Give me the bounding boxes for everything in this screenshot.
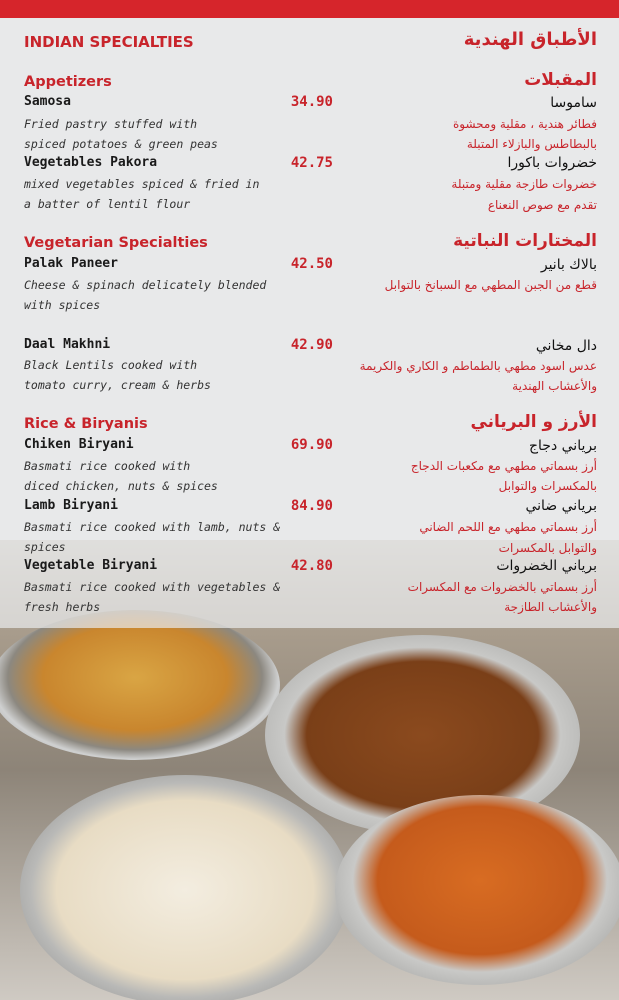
item-price: 42.90 <box>290 337 333 353</box>
item-desc-arabic: أرز بسماتي مطهي مع مكعبات الدجاج <box>410 459 597 473</box>
item-desc: with spices <box>24 298 101 312</box>
item-desc: Basmati rice cooked with vegetables & <box>24 580 281 594</box>
item-name-arabic: برياني الخضروات <box>496 558 597 574</box>
item-desc: a batter of lentil flour <box>24 197 191 211</box>
item-desc: Fried pastry stuffed with <box>24 117 198 131</box>
item-desc-arabic: قطع من الجبن المطهي مع السبانخ بالتوابل <box>384 278 597 292</box>
item-name-arabic: ساموسا <box>550 95 597 111</box>
item-desc: Black Lentils cooked with <box>24 358 198 372</box>
item-price: 42.80 <box>290 558 333 574</box>
item-desc-arabic: فطائر هندية ، مقلية ومحشوة <box>452 117 597 131</box>
item-desc-arabic: تقدم مع صوص النعناع <box>487 198 597 212</box>
item-desc-arabic: والأعشاب الهندية <box>512 379 597 393</box>
item-name: Palak Paneer <box>24 256 118 271</box>
item-desc: spiced potatoes & green peas <box>24 137 218 151</box>
item-desc: Basmati rice cooked with <box>24 459 191 473</box>
section-title: Appetizers <box>24 74 112 90</box>
section-title: Rice & Biryanis <box>24 416 148 432</box>
item-desc: Cheese & spinach delicately blended <box>24 278 267 292</box>
item-desc-arabic: بالمكسرات والتوابل <box>498 479 597 493</box>
top-red-bar <box>0 0 619 18</box>
item-price: 42.75 <box>290 155 333 171</box>
item-desc: fresh herbs <box>24 600 101 614</box>
item-desc: spices <box>24 540 66 554</box>
item-desc: diced chicken, nuts & spices <box>24 479 218 493</box>
item-price: 69.90 <box>290 437 333 453</box>
item-name: Daal Makhni <box>24 337 111 352</box>
item-name: Lamb Biryani <box>24 498 118 513</box>
item-desc-arabic: عدس اسود مطهي بالطماطم و الكاري والكريمة <box>359 359 597 373</box>
item-desc-arabic: أرز بسماتي مطهي مع اللحم الضاني <box>419 520 597 534</box>
section-title-arabic: الأرز و البرياني <box>470 412 597 432</box>
section-title: Vegetarian Specialties <box>24 235 208 251</box>
item-desc-arabic: خضروات طازجة مقلية ومتبلة <box>451 177 597 191</box>
cauliflower-bowl <box>0 610 280 760</box>
item-name: Chiken Biryani <box>24 437 134 452</box>
item-desc-arabic: والأعشاب الطازجة <box>504 600 597 614</box>
item-desc-arabic: أرز بسماتي بالخضروات مع المكسرات <box>407 580 597 594</box>
item-name-arabic: برياني دجاج <box>529 438 597 454</box>
rice-bowl <box>20 775 350 1000</box>
item-name: Vegetables Pakora <box>24 155 158 170</box>
item-desc: mixed vegetables spiced & fried in <box>24 177 260 191</box>
item-price: 84.90 <box>290 498 333 514</box>
section-title-arabic: المختارات النباتية <box>453 231 597 251</box>
item-name-arabic: دال مخاني <box>535 338 597 354</box>
item-name-arabic: خضروات باكورا <box>507 155 597 171</box>
item-name-arabic: بالاك بانير <box>540 257 597 273</box>
section-title-arabic: المقبلات <box>524 70 597 90</box>
item-name: Vegetable Biryani <box>24 558 158 573</box>
item-desc: tomato curry, cream & herbs <box>24 378 211 392</box>
item-desc-arabic: والتوابل بالمكسرات <box>498 541 597 555</box>
item-price: 34.90 <box>290 94 333 110</box>
item-name: Samosa <box>24 94 71 109</box>
curry-bowl <box>335 795 619 985</box>
item-desc: Basmati rice cooked with lamb, nuts & <box>24 520 281 534</box>
page-title-arabic: الأطباق الهندية <box>463 29 597 50</box>
page-title: INDIAN SPECIALTIES <box>24 33 194 51</box>
item-desc-arabic: بالبطاطس والبازلاء المتبلة <box>466 137 597 151</box>
item-name-arabic: برياني ضاني <box>525 498 597 514</box>
item-price: 42.50 <box>290 256 333 272</box>
